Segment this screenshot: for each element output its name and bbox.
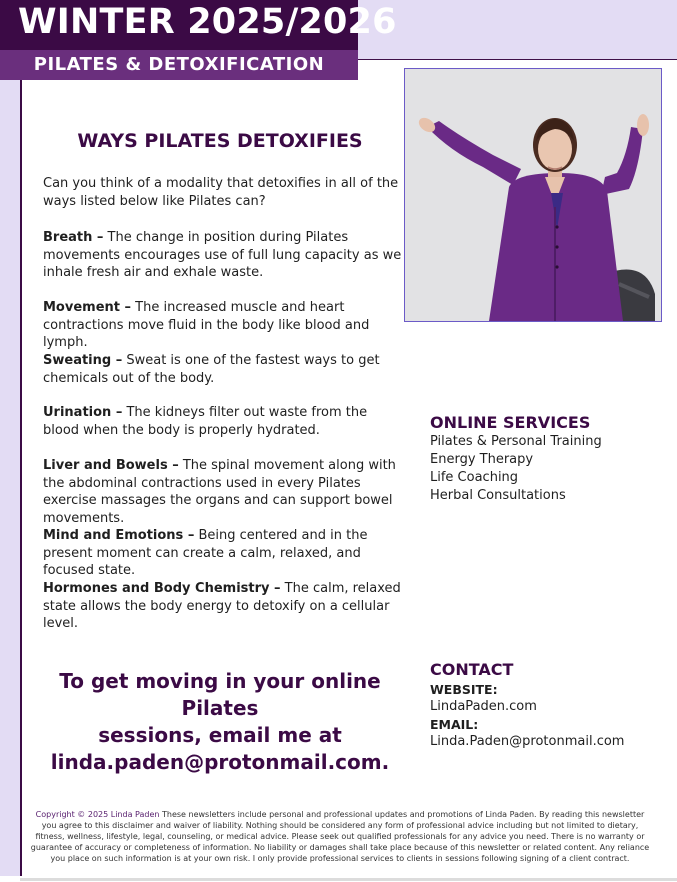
title-banner [0,0,397,50]
left-accent-bar [0,80,22,876]
detox-item-urination [43,404,403,439]
item-term: Sweating – [43,353,123,368]
item-term: Liver and Bowels – [43,458,179,473]
item-text: Being centered and in the present moment can create a calm, relaxed, and focused state. [43,528,368,578]
article-heading: WAYS PILATES DETOXIFIES [77,130,363,152]
cta-line-1: To get moving in your online Pilates [59,669,381,720]
email-label: EMAIL: [430,717,479,732]
call-to-action [40,668,400,776]
item-term: Mind and Emotions – [43,528,195,543]
disclaimer-text: These newsletters include personal and professional updates and promotions of Linda Paden. By reading this newsletter you agree to this disclaimer and waiver of liability. Nothing should be considered any form of professional advice including but not limited to dietary, fitness, wellness, lifestyle, legal, counseling, or medical advice. Please seek out qualified professionals for any advice you need. There is no warranty or guarantee of accuracy or completeness of information. No liability or damages shall take place because of this newsletter or related content. Any reliance you place on such information is at your own risk. I only provide professional services to clients in sessions following signing of a client contract. [30,810,650,863]
service-item: Herbal Consultations [430,488,566,503]
contact-heading: CONTACT [430,660,514,679]
article-intro: Can you think of a modality that detoxifies in all of the ways listed below like Pilates can? [43,176,399,209]
detox-item-breath [43,229,403,282]
bottom-rule [20,878,677,881]
header-lavender-band [358,0,677,60]
footer-disclaimer [30,809,650,864]
cta-email-link[interactable]: linda.paden@protonmail.com. [50,750,390,774]
item-text: The increased muscle and heart contractions move fluid in the body like blood and lymph. [43,300,370,350]
item-text: The calm, relaxed state allows the body energy to detoxify on a cellular level. [43,581,401,631]
item-term: Hormones and Body Chemistry – [43,581,281,596]
item-text: The kidneys filter out waste from the blood when the body is properly hydrated. [43,405,368,438]
subtitle-banner [0,50,358,80]
detox-item-movement [43,299,403,352]
services-heading: ONLINE SERVICES [430,413,591,432]
website-label: WEBSITE: [430,682,498,697]
cta-line-2: sessions, email me at [98,723,342,747]
detox-item-hormones [43,580,403,633]
item-text: The spinal movement along with the abdominal contractions used in every Pilates exercise massages the organs and can support bowel movements. [43,458,396,526]
email-link[interactable]: Linda.Paden@protonmail.com [430,734,625,749]
copyright-notice: Copyright © 2025 Linda Paden [35,810,160,819]
detox-item-mind-emotions [43,527,403,580]
item-text: Sweat is one of the fastest ways to get chemicals out of the body. [43,353,380,386]
item-term: Urination – [43,405,123,420]
newsletter-subtitle: PILATES & DETOXIFICATION [33,54,325,75]
service-item: Life Coaching [430,470,519,485]
website-link[interactable]: LindaPaden.com [430,699,537,714]
detox-item-liver-bowels [43,457,403,527]
woman-raising-arms-illustration [405,69,661,321]
detox-item-sweating [43,352,403,387]
item-term: Movement – [43,300,132,315]
instructor-photo [404,68,662,322]
newsletter-title: WINTER 2025/2026 [18,2,397,42]
service-item: Pilates & Personal Training [430,434,602,449]
service-item: Energy Therapy [430,452,534,467]
item-text: The change in position during Pilates movements encourages use of full lung capacity as we inhale fresh air and exhale waste. [43,230,402,280]
item-term: Breath – [43,230,104,245]
